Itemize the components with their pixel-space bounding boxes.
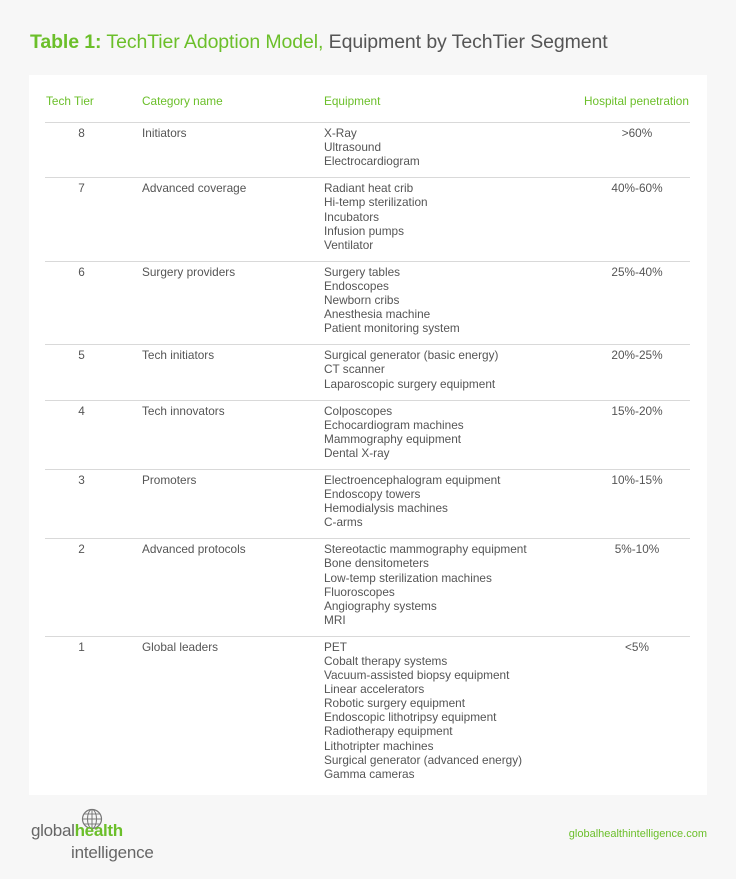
table-row (45, 178, 690, 261)
cell-hospital-penetration: 15%-20% (584, 400, 690, 469)
table-row (45, 539, 690, 637)
header-equipment: Equipment (324, 91, 584, 123)
equipment-item: Patient monitoring system (324, 321, 460, 336)
cell-category-name: Advanced protocols (142, 539, 324, 637)
cell-category-name: Initiators (142, 123, 324, 178)
cell-tech-tier: 4 (45, 400, 142, 469)
equipment-item: Radiant heat crib (324, 181, 414, 196)
cell-hospital-penetration: 20%-25% (584, 345, 690, 400)
equipment-item: Anesthesia machine (324, 307, 431, 322)
equipment-item: Surgery tables (324, 264, 401, 279)
equipment-item: Mammography equipment (324, 431, 462, 446)
cell-tech-tier: 7 (45, 178, 142, 261)
equipment-item: Endoscopy towers (324, 487, 421, 502)
cell-hospital-penetration: 10%-15% (584, 469, 690, 538)
cell-category-name: Promoters (142, 469, 324, 538)
table-row (45, 345, 690, 400)
equipment-item: Endoscopes (324, 278, 389, 293)
equipment-item: Angiography systems (324, 598, 437, 613)
equipment-item: Lithotripter machines (324, 738, 434, 753)
equipment-item: Colposcopes (324, 403, 393, 418)
cell-hospital-penetration: 25%-40% (584, 261, 690, 344)
table-card (29, 75, 707, 795)
table-row (45, 400, 690, 469)
cell-equipment (324, 539, 584, 637)
header-category-name: Category name (142, 91, 324, 123)
cell-hospital-penetration: 5%-10% (584, 539, 690, 637)
cell-hospital-penetration: <5% (625, 639, 649, 654)
cell-equipment (324, 636, 584, 789)
cell-tech-tier: 8 (45, 123, 142, 178)
equipment-item: Electrocardiogram (324, 154, 420, 169)
cell-equipment (324, 123, 584, 178)
cell-equipment (324, 345, 584, 400)
cell-category-name: Global leaders (142, 639, 219, 654)
equipment-item: Surgical generator (advanced energy) (324, 752, 523, 767)
table-row (45, 636, 690, 789)
table-row (45, 123, 690, 178)
cell-equipment (324, 469, 584, 538)
equipment-item: MRI (324, 612, 346, 627)
title-rest: Equipment by TechTier Segment (328, 31, 608, 53)
cell-hospital-penetration: 40%-60% (584, 178, 690, 261)
website-link[interactable]: globalhealthintelligence.com (568, 828, 707, 840)
cell-equipment (324, 400, 584, 469)
table-row (45, 261, 690, 344)
equipment-item: Bone densitometers (324, 556, 429, 571)
equipment-item: PET (324, 639, 347, 654)
logo-global-health (31, 821, 123, 841)
cell-tech-tier: 2 (45, 539, 142, 637)
title-label: Table 1: (30, 31, 102, 53)
equipment-item: Hemodialysis machines (324, 501, 448, 516)
cell-tech-tier: 1 (78, 639, 85, 654)
equipment-item: Echocardiogram machines (324, 417, 464, 432)
cell-category-name: Tech initiators (142, 345, 324, 400)
equipment-item: Surgical generator (basic energy) (324, 348, 499, 363)
cell-tech-tier: 6 (45, 261, 142, 344)
table-title (30, 31, 608, 54)
equipment-item: Hi-temp sterilization (324, 195, 428, 210)
cell-category-name: Tech innovators (142, 400, 324, 469)
equipment-item: C-arms (324, 515, 363, 530)
equipment-item: Endoscopic lithotripsy equipment (324, 710, 497, 725)
equipment-item: Incubators (324, 209, 380, 224)
equipment-item: Radiotherapy equipment (324, 724, 453, 739)
table-row (45, 469, 690, 538)
equipment-item: Gamma cameras (324, 766, 415, 781)
title-model: TechTier Adoption Model, (106, 31, 324, 53)
equipment-item: Electroencephalogram equipment (324, 472, 501, 487)
cell-equipment (324, 178, 584, 261)
equipment-item: Laparoscopic surgery equipment (324, 376, 496, 391)
cell-category-name: Surgery providers (142, 261, 324, 344)
equipment-item: Cobalt therapy systems (324, 654, 448, 668)
logo-intelligence-text: intelligence (71, 843, 154, 862)
cell-equipment (324, 261, 584, 344)
equipment-item: X-Ray (324, 126, 357, 141)
cell-tech-tier: 3 (45, 469, 142, 538)
cell-category-name: Advanced coverage (142, 178, 324, 261)
equipment-item: Vacuum-assisted biopsy equipment (324, 668, 510, 683)
table-body (45, 123, 690, 790)
cell-tech-tier: 5 (45, 345, 142, 400)
equipment-item: Ultrasound (324, 140, 382, 155)
equipment-item: Newborn cribs (324, 293, 400, 308)
header-tech-tier: Tech Tier (45, 91, 142, 123)
header-hospital-penetration: Hospital penetration (584, 91, 690, 123)
equipment-item: Ventilator (324, 237, 374, 252)
equipment-item: Stereotactic mammography equipment (324, 542, 527, 557)
techtier-table (45, 91, 690, 790)
equipment-item: Robotic surgery equipment (324, 696, 465, 711)
global-health-intelligence-logo (31, 808, 181, 868)
equipment-item: Infusion pumps (324, 223, 405, 238)
equipment-item: Low-temp sterilization machines (324, 570, 492, 585)
equipment-item: Fluoroscopes (324, 584, 395, 599)
equipment-item: Linear accelerators (324, 682, 425, 697)
logo-health-text: health (74, 821, 123, 840)
equipment-item: CT scanner (324, 362, 385, 377)
cell-hospital-penetration: >60% (584, 123, 690, 178)
logo-global-text: global (31, 821, 75, 840)
table-header-row (45, 91, 690, 123)
equipment-item: Dental X-ray (324, 445, 390, 460)
